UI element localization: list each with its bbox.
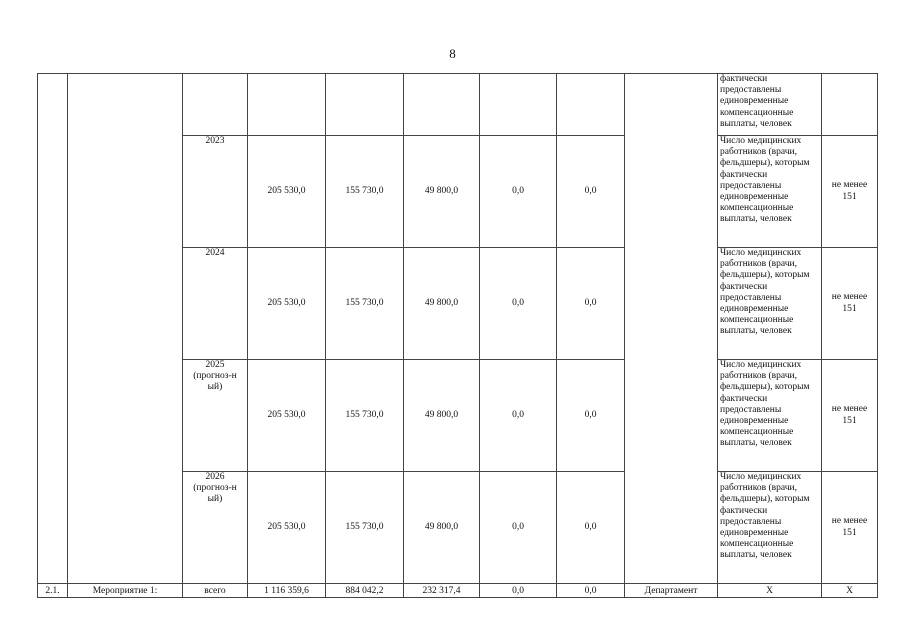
cell-year: [183, 136, 248, 248]
cell-total: 1 116 359,6: [248, 584, 326, 598]
cell-other: 0,0: [557, 248, 625, 360]
year-label: 2023: [205, 136, 225, 146]
cell-federal: 155 730,0: [326, 472, 404, 584]
cell-other: 0,0: [557, 472, 625, 584]
cell-total: 205 530,0: [248, 472, 326, 584]
cell-indicator: Х: [718, 584, 822, 598]
cell-regional: 49 800,0: [404, 136, 480, 248]
cell-local: 0,0: [480, 248, 557, 360]
cell-other: 0,0: [557, 584, 625, 598]
cell-regional: 232 317,4: [404, 584, 480, 598]
cell-indicator: фактически предоставлены единовременные компенсационные выплаты, человек: [718, 74, 822, 136]
cell-executor: Департамент: [625, 584, 718, 598]
cell-local: 0,0: [480, 584, 557, 598]
cell-regional: 49 800,0: [404, 472, 480, 584]
year-label: 2026: [205, 472, 225, 482]
cell-regional: [404, 74, 480, 136]
target-prefix: не менее: [831, 516, 868, 527]
program-table: [37, 73, 878, 598]
cell-total: 205 530,0: [248, 248, 326, 360]
cell-local: 0,0: [480, 136, 557, 248]
cell-total: 205 530,0: [248, 136, 326, 248]
cell-target: [822, 74, 878, 136]
continuation-row: [38, 74, 878, 136]
cell-period: всего: [183, 584, 248, 598]
target-value: 151: [842, 415, 857, 426]
year-label: 2025: [205, 360, 225, 370]
year-note: (прогноз-ный): [193, 371, 237, 393]
cell-year: [183, 472, 248, 584]
cell-federal: 155 730,0: [326, 136, 404, 248]
cell-target: [822, 360, 878, 472]
cell-local: 0,0: [480, 472, 557, 584]
cell-number: 2.1.: [38, 584, 68, 598]
cell-indicator: Число медицинских работников (врачи, фельдшеры), которым фактически предоставлены единовременные компенсационные выплаты, человек: [718, 136, 822, 248]
cell-period: [183, 74, 248, 136]
cell-name: [68, 74, 183, 584]
target-prefix: не менее: [831, 292, 868, 303]
target-prefix: не менее: [831, 180, 868, 191]
cell-year: [183, 360, 248, 472]
cell-local: [480, 74, 557, 136]
cell-other: 0,0: [557, 136, 625, 248]
cell-indicator: Число медицинских работников (врачи, фельдшеры), которым фактически предоставлены единовременные компенсационные выплаты, человек: [718, 248, 822, 360]
cell-local: 0,0: [480, 360, 557, 472]
cell-target: Х: [822, 584, 878, 598]
cell-regional: 49 800,0: [404, 248, 480, 360]
cell-federal: 884 042,2: [326, 584, 404, 598]
cell-year: [183, 248, 248, 360]
page-number: 8: [449, 46, 456, 61]
cell-federal: 155 730,0: [326, 248, 404, 360]
target-value: 151: [842, 303, 857, 314]
cell-other: 0,0: [557, 360, 625, 472]
cell-total: 205 530,0: [248, 360, 326, 472]
cell-target: [822, 472, 878, 584]
cell-other: [557, 74, 625, 136]
year-note: (прогноз-ный): [193, 483, 237, 505]
cell-target: [822, 248, 878, 360]
cell-number: [38, 74, 68, 584]
activity-row: [38, 584, 878, 598]
cell-total: [248, 74, 326, 136]
cell-indicator: Число медицинских работников (врачи, фельдшеры), которым фактически предоставлены единовременные компенсационные выплаты, человек: [718, 360, 822, 472]
cell-indicator: Число медицинских работников (врачи, фельдшеры), которым фактически предоставлены единовременные компенсационные выплаты, человек: [718, 472, 822, 584]
cell-federal: [326, 74, 404, 136]
target-value: 151: [842, 527, 857, 538]
target-value: 151: [842, 191, 857, 202]
year-label: 2024: [205, 248, 225, 258]
cell-executor: [625, 74, 718, 584]
target-prefix: не менее: [831, 404, 868, 415]
cell-name: Мероприятие 1:: [68, 584, 183, 598]
cell-regional: 49 800,0: [404, 360, 480, 472]
cell-target: [822, 136, 878, 248]
cell-federal: 155 730,0: [326, 360, 404, 472]
